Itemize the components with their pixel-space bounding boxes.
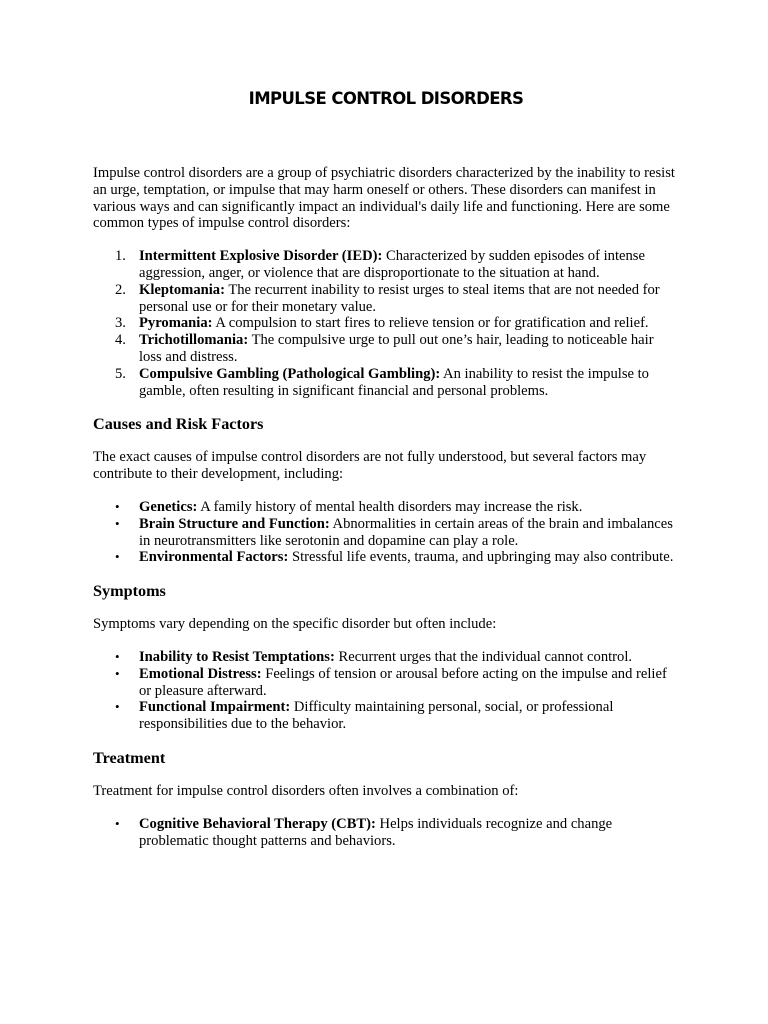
list-item (93, 315, 675, 332)
list-item (93, 366, 675, 400)
page-title: IMPULSE CONTROL DISORDERS (248, 89, 524, 108)
intro-paragraph: Impulse control disorders are a group of psychiatric disorders characterized by the inability to resist an urge, temptation, or impulse that may harm oneself or others. These disorders can manifest in various ways and can significantly impact an individual's daily life and functioning. Here are some common types of impulse control disorders: (93, 165, 675, 232)
list-item (93, 666, 675, 700)
treatment-list (93, 816, 675, 850)
list-item (93, 282, 675, 316)
list-item (93, 248, 675, 282)
item-term: Kleptomania: (139, 281, 225, 298)
item-term: Trichotillomania: (139, 332, 249, 349)
bullet-icon: • (115, 515, 120, 531)
list-number: 4. (115, 332, 126, 349)
list-item (93, 499, 675, 516)
symptoms-list (93, 649, 675, 733)
item-term: Genetics: (139, 498, 198, 515)
item-description: A compulsion to start fires to relieve tension or for gratification and relief. (212, 315, 649, 332)
list-item (93, 699, 675, 733)
treatment-lead: Treatment for impulse control disorders often involves a combination of: (93, 782, 519, 799)
causes-list (93, 499, 675, 566)
item-description: Recurrent urges that the individual cannot control. (334, 648, 633, 665)
bullet-icon: • (115, 665, 120, 681)
bullet-icon: • (115, 648, 120, 664)
causes-heading: Causes and Risk Factors (93, 415, 264, 434)
document-body (93, 165, 675, 865)
list-number: 2. (115, 281, 126, 298)
item-description: Helps individuals recognize and change problematic thought patterns and behaviors. (139, 815, 613, 849)
item-description: An inability to resist the impulse to gamble, often resulting in significant financial and personal problems. (139, 365, 649, 399)
item-description: Feelings of tension or arousal before acting on the impulse and relief or pleasure afterward. (139, 665, 667, 699)
treatment-heading: Treatment (93, 748, 166, 767)
symptoms-lead: Symptoms vary depending on the specific disorder but often include: (93, 616, 497, 633)
disorder-types-list (93, 248, 675, 399)
item-term: Cognitive Behavioral Therapy (CBT): (139, 815, 376, 832)
item-term: Brain Structure and Function: (139, 515, 330, 532)
symptoms-heading: Symptoms (93, 582, 166, 601)
item-description: Difficulty maintaining personal, social, or professional responsibilities due to the behavior. (139, 699, 614, 733)
item-term: Compulsive Gambling (Pathological Gambling): (139, 365, 441, 382)
item-description: Abnormalities in certain areas of the brain and imbalances in neurotransmitters like serotonin and dopamine can play a role. (139, 515, 673, 549)
item-description: The recurrent inability to resist urges to steal items that are not needed for personal use or for their monetary value. (139, 281, 660, 315)
bullet-icon: • (115, 549, 120, 565)
causes-lead: The exact causes of impulse control disorders are not fully understood, but several factors may contribute to their development, including: (93, 449, 647, 483)
list-item (93, 332, 675, 366)
item-term: Pyromania: (139, 315, 213, 332)
item-term: Intermittent Explosive Disorder (IED): (139, 248, 383, 265)
list-number: 3. (115, 315, 126, 332)
list-item (93, 549, 675, 566)
item-term: Emotional Distress: (139, 665, 262, 682)
item-term: Environmental Factors: (139, 549, 289, 566)
bullet-icon: • (115, 498, 120, 514)
item-description: The compulsive urge to pull out one’s hair, leading to noticeable hair loss and distress. (139, 332, 654, 365)
item-description: Characterized by sudden episodes of intense aggression, anger, or violence that are disproportionate to the situation at hand. (139, 248, 645, 281)
item-description: Stressful life events, trauma, and upbringing may also contribute. (288, 549, 674, 566)
list-item (93, 816, 675, 850)
list-number: 5. (115, 365, 126, 382)
item-term: Inability to Resist Temptations: (139, 648, 335, 665)
bullet-icon: • (115, 815, 120, 831)
item-description: A family history of mental health disorders may increase the risk. (197, 498, 583, 515)
list-item (93, 516, 675, 550)
bullet-icon: • (115, 699, 120, 715)
list-item (93, 649, 675, 666)
list-number: 1. (115, 248, 126, 265)
item-term: Functional Impairment: (139, 699, 291, 716)
